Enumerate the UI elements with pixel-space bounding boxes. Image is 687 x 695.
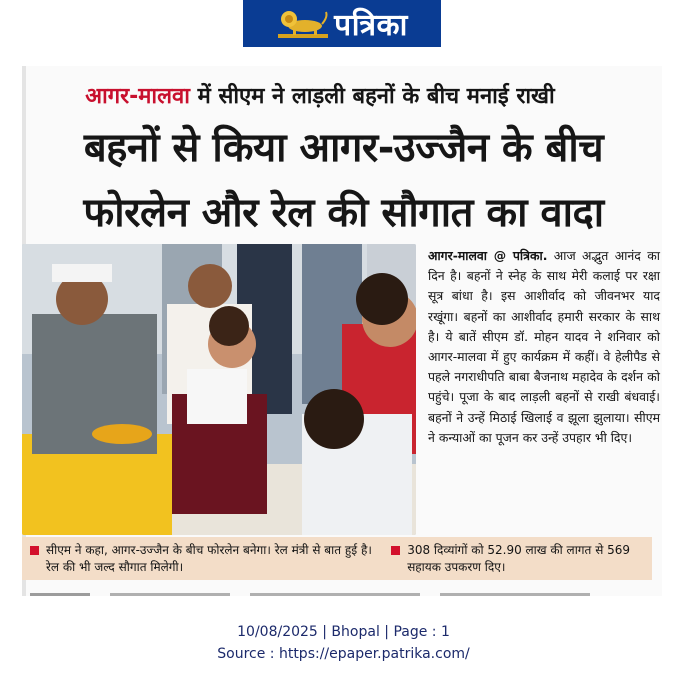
headline-line-1: बहनों से किया आगर-उज्जैन के बीच [83,125,604,171]
highlight-item [22,537,383,580]
article-photo [22,244,416,535]
source-link[interactable]: Source : https://epaper.patrika.com/ [217,646,470,662]
edition-info: 10/08/2025 | Bhopal | Page : 1 [237,624,450,640]
square-bullet-icon [30,546,39,555]
highlight-text-2: 308 दिव्यांगों को 52.90 लाख की लागत से 569 सहायक उपकरण दिए। [407,543,631,574]
rakhi-celebration-photo [22,244,416,535]
kicker-text: में सीएम ने लाड़ली बहनों के बीच मनाई राखी [197,84,555,109]
highlight-item [383,537,652,580]
article-body-text: आज अद्भुत आनंद का दिन है। बहनों ने स्नेह के साथ मेरी कलाई पर रक्षा सूत्र बांधा है। इस आशीर्वाद को जीवनभर याद रखूंगा। बहनों का आशीर्वाद हमारी सरकार के साथ है। ये बातें सीएम डॉ. मोहन यादव ने शनिवार को आगर-मालवा में हुए कार्यक्रम में कहीं। वे हेलीपैड से पहले नगराधीपति बाबा बैजनाथ महादेव के दर्शन को पहुंचे। पूजा के बाद लाड़ली बहनों से राखी बंधवाई। बहनों ने उन्हें मिठाई खिलाई व झूला झुलाया। सीएम ने कन्याओं का पूजन कर उन्हें उपहार भी दिए। [428,248,660,445]
article-dateline: आगर-मालवा @ पत्रिका. [428,248,548,263]
article-kicker [0,80,640,110]
lion-emblem-icon [276,7,330,41]
highlights-box [22,537,652,580]
highlight-text-1: सीएम ने कहा, आगर-उज्जैन के बीच फोरलेन बनेगा। रेल मंत्री से बात हुई है। रेल की भी जल्द सौगात मिलेगी। [46,543,372,574]
kicker-place: आगर-मालवा [85,84,190,109]
masthead [243,0,441,47]
square-bullet-icon [391,546,400,555]
cropped-next-article [30,588,650,598]
brand-name: पत्रिका [334,8,408,43]
article-body [428,246,660,448]
headline-line-2: फोरलेन और रेल की सौगात का वादा [83,190,604,236]
